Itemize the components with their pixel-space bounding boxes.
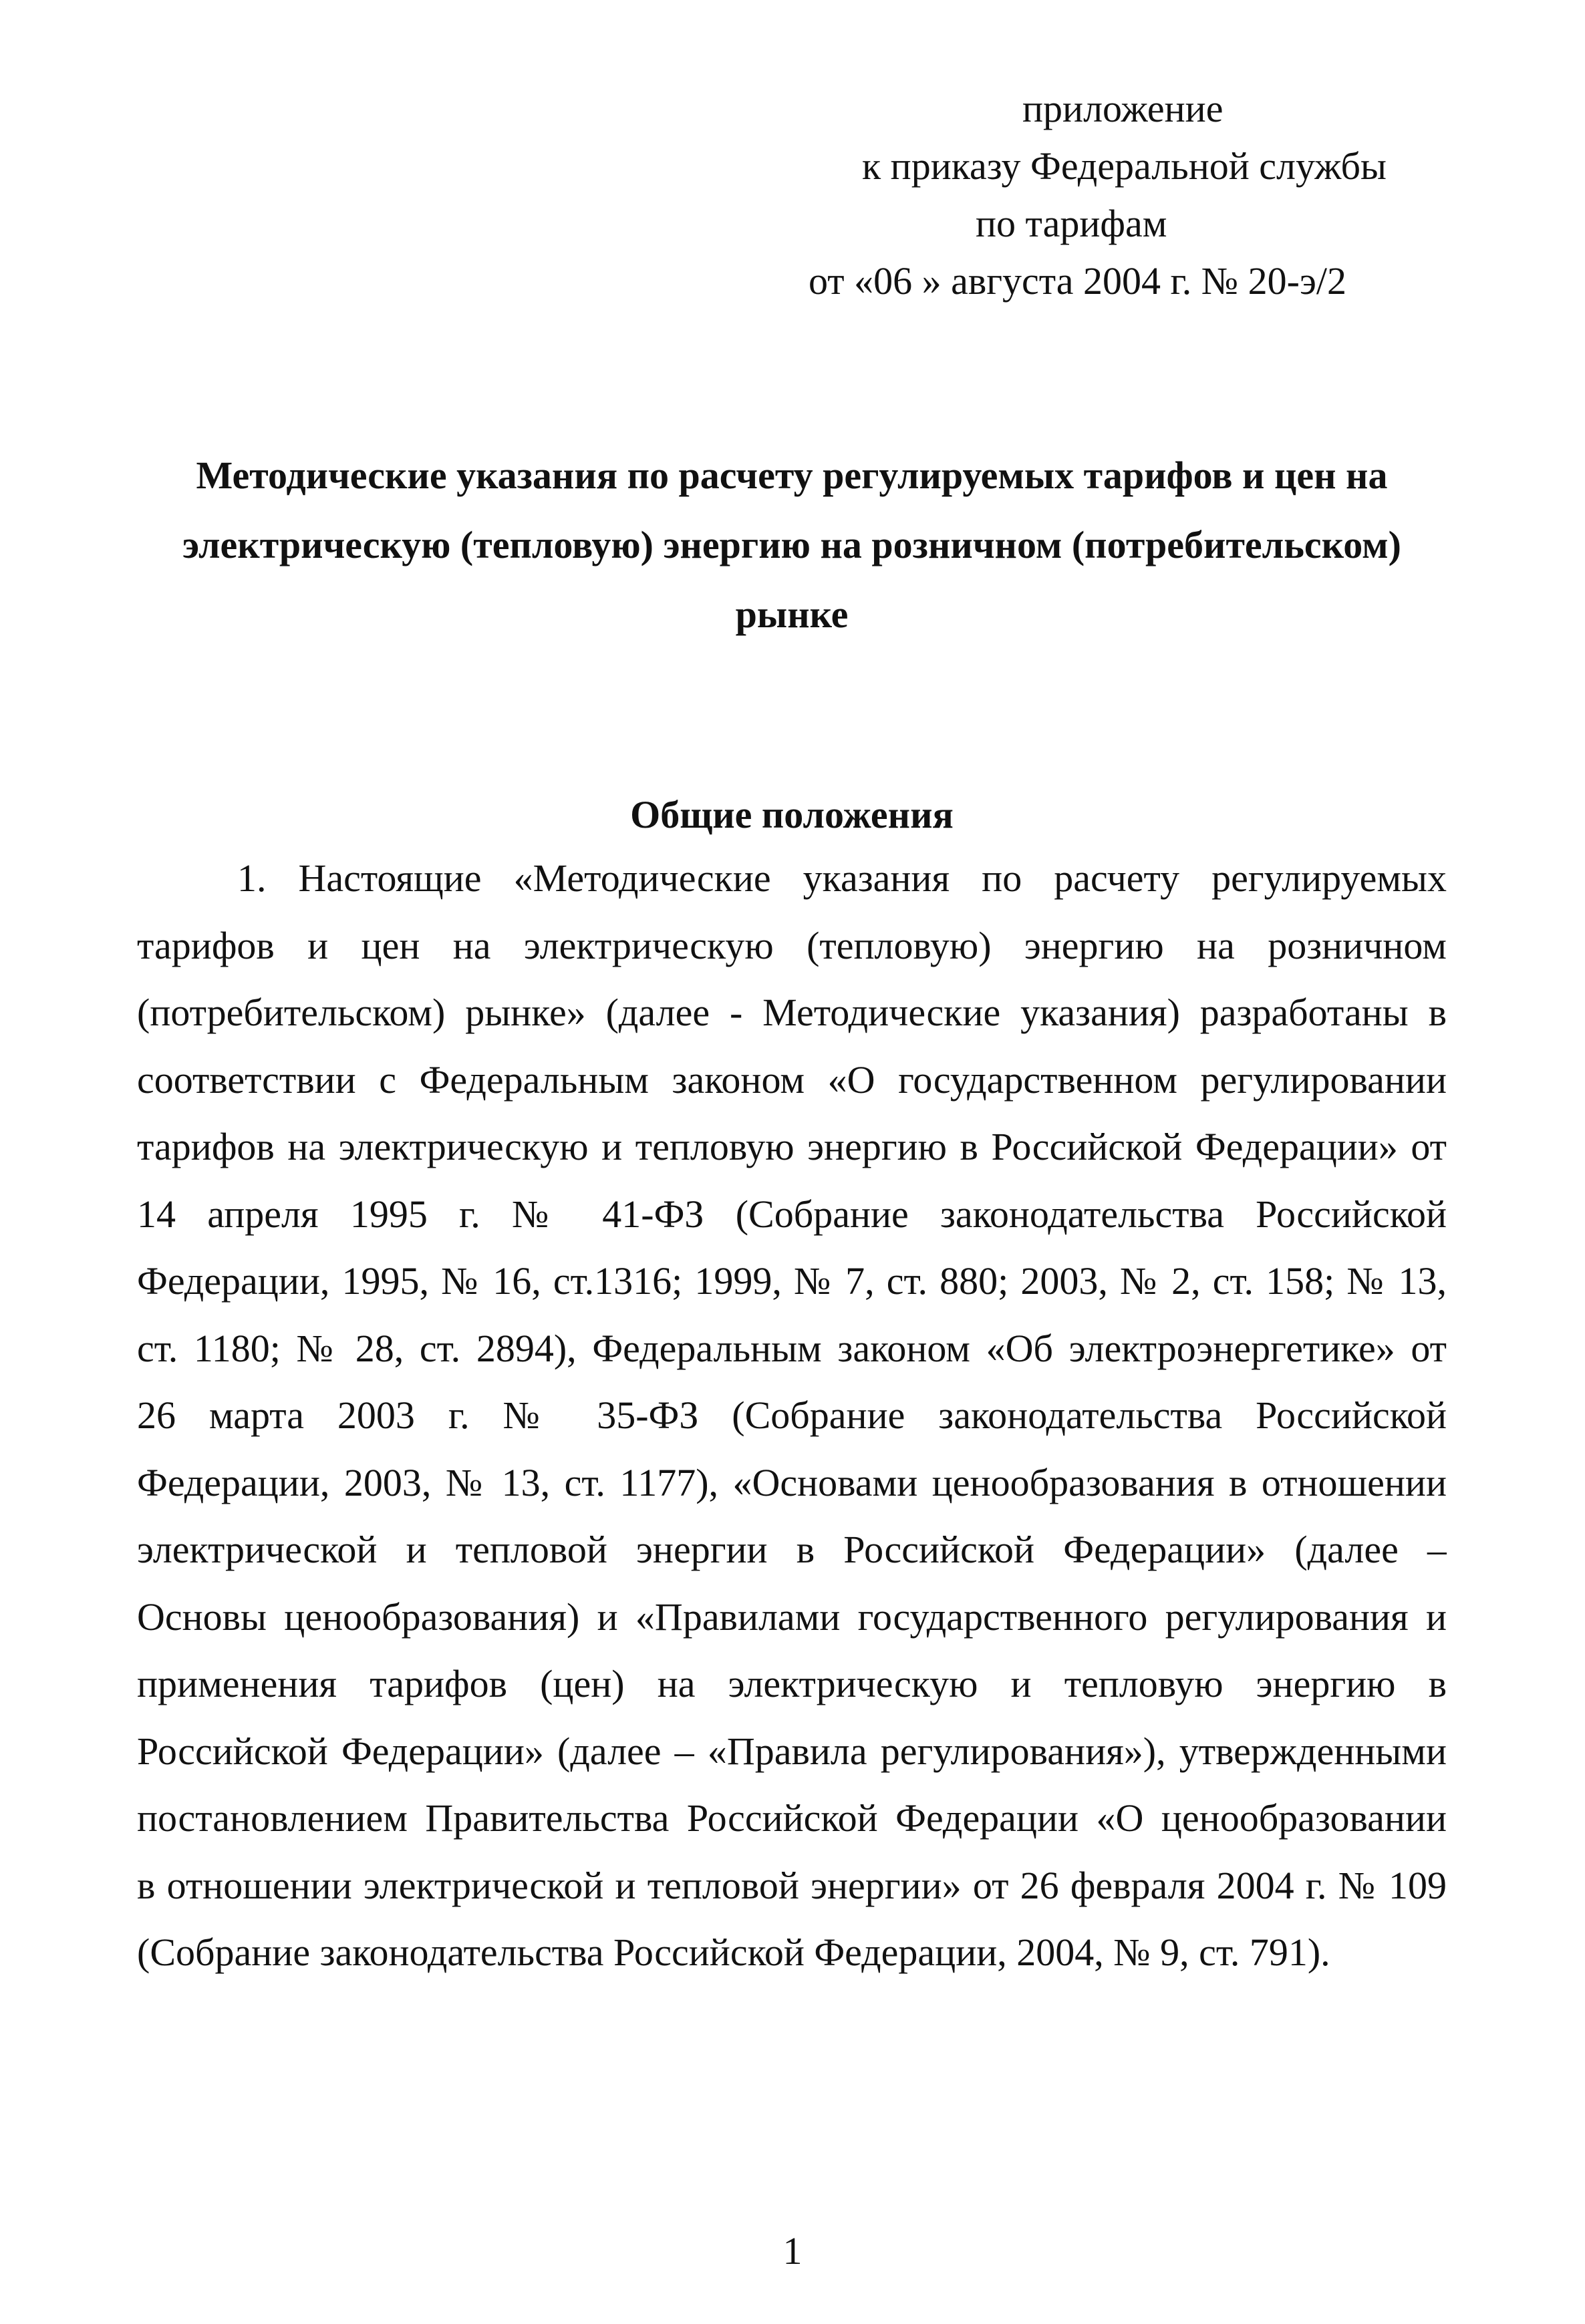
paragraph-line: 26 марта 2003 г. № 35-ФЗ (Собрание законодательства Российской <box>137 1393 1447 1437</box>
paragraph-line: 14 апреля 1995 г. № 41-ФЗ (Собрание законодательства Российской <box>137 1192 1447 1236</box>
document-title <box>134 441 1450 649</box>
appendix-header <box>809 80 1410 310</box>
appendix-label: приложение <box>1022 87 1223 130</box>
order-reference: к приказу Федеральной службы <box>862 144 1387 188</box>
paragraph-line: 1. Настоящие «Методические указания по расчету регулируемых <box>237 856 1447 900</box>
paragraph-line: Российской Федерации» (далее – «Правила регулирования»), утвержденными <box>137 1729 1447 1773</box>
paragraph-line: ст. 1180; № 28, ст. 2894), Федеральным законом «Об электроэнергетике» от <box>137 1326 1447 1370</box>
title-line: Методические указания по расчету регулируемых тарифов и цен на <box>196 454 1388 497</box>
order-date-number: от «06 » августа 2004 г. № 20-э/2 <box>809 259 1346 303</box>
paragraph-line: электрической и тепловой энергии в Российской Федерации» (далее – <box>137 1528 1447 1571</box>
paragraph-line: (Собрание законодательства Российской Федерации, 2004, № 9, ст. 791). <box>137 1931 1330 1974</box>
paragraph-line: соответствии с Федеральным законом «О государственном регулировании <box>137 1057 1447 1102</box>
title-line: рынке <box>735 593 849 636</box>
paragraph-line: применения тарифов (цен) на электрическую и тепловую энергию в <box>137 1662 1447 1705</box>
paragraph-line: тарифов и цен на электрическую (тепловую) энергию на розничном <box>137 923 1447 967</box>
title-line: электрическую (тепловую) энергию на розничном (потребительском) <box>182 523 1401 566</box>
paragraph-line: Основы ценообразования) и «Правилами государственного регулирования и <box>137 1595 1447 1639</box>
paragraph-line: постановлением Правительства Российской Федерации «О ценообразовании <box>137 1796 1447 1840</box>
paragraph-line: тарифов на электрическую и тепловую энергию в Российской Федерации» от <box>137 1125 1447 1168</box>
paragraph-line: Федерации, 2003, № 13, ст. 1177), «Основами ценообразования в отношении <box>137 1460 1447 1504</box>
paragraph-1 <box>137 845 1447 1987</box>
order-agency: по тарифам <box>976 202 1167 245</box>
section-heading: Общие положения <box>630 793 954 836</box>
page-number: 1 <box>782 2229 803 2273</box>
paragraph-line: в отношении электрической и тепловой энергии» от 26 февраля 2004 г. № 109 <box>137 1863 1447 1907</box>
paragraph-line: (потребительском) рынке» (далее - Методические указания) разработаны в <box>137 991 1447 1034</box>
paragraph-line: Федерации, 1995, № 16, ст.1316; 1999, № 7, ст. 880; 2003, № 2, ст. 158; № 13, <box>137 1259 1447 1303</box>
